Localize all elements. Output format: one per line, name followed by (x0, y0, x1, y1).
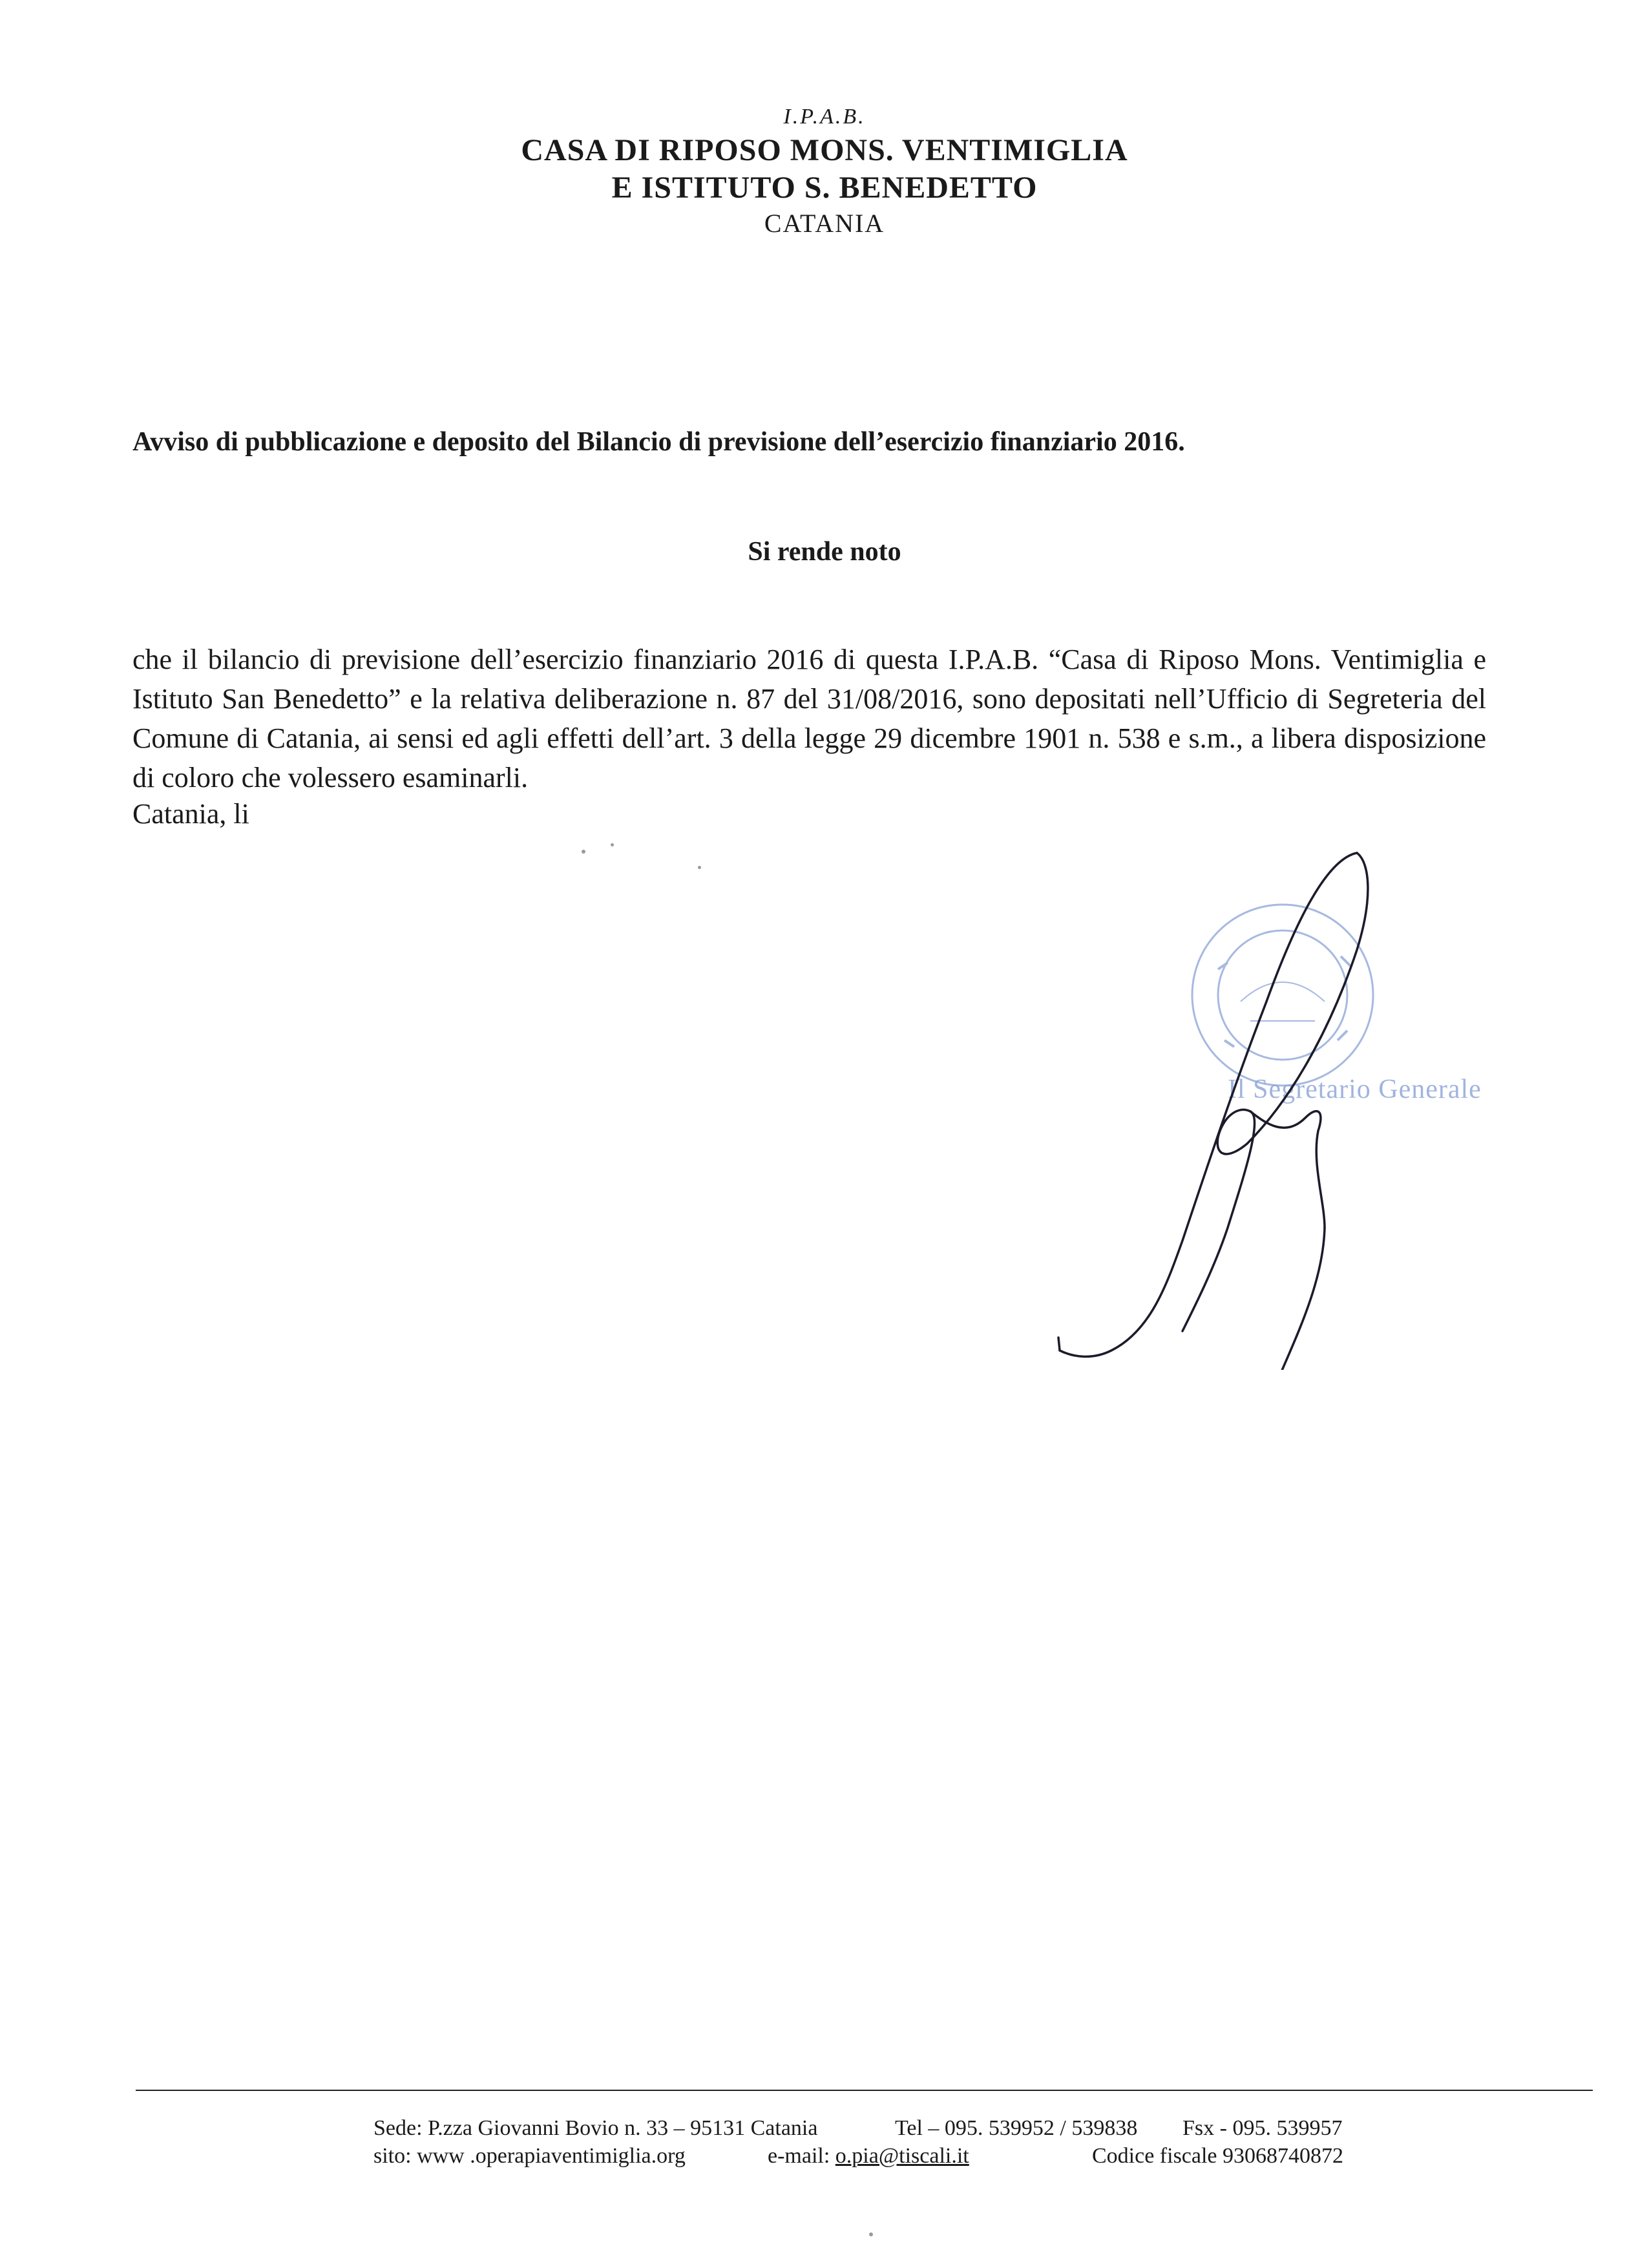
footer-email-link[interactable]: o.pia@tiscali.it (835, 2144, 969, 2168)
org-type: I.P.A.B. (783, 105, 866, 129)
org-city: CATANIA (764, 209, 885, 238)
signature (1021, 840, 1434, 1370)
org-name-line1: CASA DI RIPOSO MONS. VENTIMIGLIA (521, 133, 1128, 167)
stamp-caption: Il Segretario Generale (1228, 1075, 1482, 1104)
scan-speck (869, 2232, 873, 2236)
footer-phone: Tel – 095. 539952 / 539838 (895, 2116, 1138, 2140)
footer-divider (136, 2090, 1593, 2091)
footer-fax: Fsx - 095. 539957 (1182, 2116, 1343, 2140)
org-name-line2: E ISTITUTO S. BENEDETTO (611, 171, 1038, 205)
notice-heading: Si rende noto (748, 537, 901, 567)
document-title: Avviso di pubblicazione e deposito del Bilancio di previsione dell’esercizio finanziario 2016. (132, 427, 1185, 457)
scan-speck (582, 850, 585, 854)
body-text: che il bilancio di previsione dell’esercizio finanziario 2016 di questa I.P.A.B. “Casa di Riposo Mons. Ventimiglia e Istituto San Benedetto” e la relativa deliberazione n. 87 del 31/08/2016, sono depositati nell’Ufficio di Segreteria del Comune di Catania, ai sensi ed agli effetti dell’art. 3 della legge 29 dicembre 1901 n. 538 e s.m., a libera disposizione di coloro che volessero esaminarli. (132, 644, 1486, 793)
footer-tax-code: Codice fiscale 93068740872 (1092, 2144, 1344, 2168)
footer-email (768, 2144, 969, 2168)
place-date: Catania, li (132, 798, 249, 830)
footer-website: sito: www .operapiaventimiglia.org (373, 2144, 686, 2168)
footer-email-label: e-mail: (768, 2144, 835, 2168)
scan-speck (698, 866, 701, 869)
body-paragraph (132, 640, 1486, 797)
scan-speck (611, 843, 614, 846)
footer-address: Sede: P.zza Giovanni Bovio n. 33 – 95131 Catania (373, 2116, 818, 2140)
